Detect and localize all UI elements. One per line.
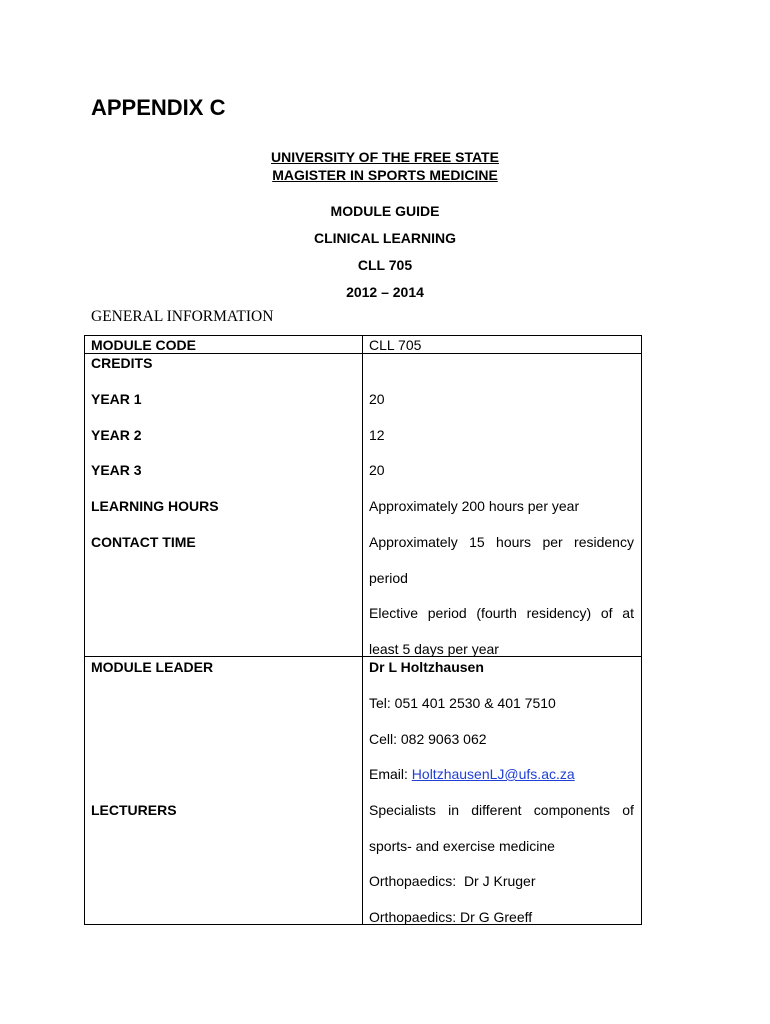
lecturers-line2: sports- and exercise medicine <box>369 838 555 854</box>
word: (fourth <box>476 605 517 621</box>
word: Specialists <box>369 802 436 818</box>
section-title: GENERAL INFORMATION <box>91 308 274 325</box>
year1-label: YEAR 1 <box>91 391 142 407</box>
contact-time-line4: least 5 days per year <box>369 641 499 657</box>
year3-label: YEAR 3 <box>91 462 142 478</box>
word: Approximately <box>369 534 458 550</box>
word: of <box>600 605 613 621</box>
lecturer-ortho-2: Orthopaedics: Dr G Greeff <box>369 909 533 925</box>
module-leader-label: MODULE LEADER <box>91 659 214 675</box>
table-column-divider <box>362 335 363 925</box>
module-name: CLINICAL LEARNING <box>313 230 457 246</box>
learning-hours-label: LEARNING HOURS <box>91 498 219 514</box>
email-link[interactable]: HoltzhausenLJ@ufs.ac.za <box>411 766 575 782</box>
word: at <box>622 605 634 621</box>
leader-cell: Cell: 082 9063 062 <box>369 731 487 747</box>
module-leader-name: Dr L Holtzhausen <box>369 659 484 675</box>
module-code-label: MODULE CODE <box>91 337 196 353</box>
word: components <box>533 802 611 818</box>
leader-tel: Tel: 051 401 2530 & 401 7510 <box>369 695 556 711</box>
word: of <box>622 802 634 818</box>
word: per <box>542 534 563 550</box>
year2-label: YEAR 2 <box>91 427 142 443</box>
word: Elective <box>369 605 419 621</box>
table-border-left <box>84 335 85 925</box>
year1-value: 20 <box>369 391 385 407</box>
lecturers-line1 <box>369 802 634 818</box>
word: period <box>427 605 467 621</box>
page-heading: APPENDIX C <box>91 95 226 120</box>
lecturer-ortho-1: Orthopaedics: Dr J Kruger <box>369 873 536 889</box>
guide-type: MODULE GUIDE <box>330 203 440 219</box>
table-row-divider <box>84 656 642 657</box>
leader-email-row <box>369 766 575 782</box>
module-code-value: CLL 705 <box>369 337 422 353</box>
contact-time-line2: period <box>369 570 408 586</box>
word: 15 <box>469 534 485 550</box>
credits-label: CREDITS <box>91 355 153 371</box>
table-border-bottom <box>84 924 642 925</box>
year3-value: 20 <box>369 462 385 478</box>
learning-hours-value: Approximately 200 hours per year <box>369 498 580 514</box>
word: different <box>471 802 522 818</box>
word: residency) <box>526 605 592 621</box>
contact-time-line1 <box>369 534 634 550</box>
email-label: Email: <box>369 766 412 782</box>
university-title: UNIVERSITY OF THE FREE STATE <box>271 149 499 165</box>
word: residency <box>574 534 634 550</box>
program-title: MAGISTER IN SPORTS MEDICINE <box>272 167 498 183</box>
module-code-heading: CLL 705 <box>357 257 413 273</box>
table-border-right <box>641 335 642 925</box>
word: hours <box>496 534 532 550</box>
table-border-top <box>84 335 642 336</box>
contact-time-line3 <box>369 605 634 621</box>
period: 2012 – 2014 <box>346 284 424 300</box>
contact-time-label: CONTACT TIME <box>91 534 196 550</box>
word: in <box>448 802 460 818</box>
lecturers-label: LECTURERS <box>91 802 177 818</box>
year2-value: 12 <box>369 427 385 443</box>
table-row-divider <box>84 353 642 354</box>
